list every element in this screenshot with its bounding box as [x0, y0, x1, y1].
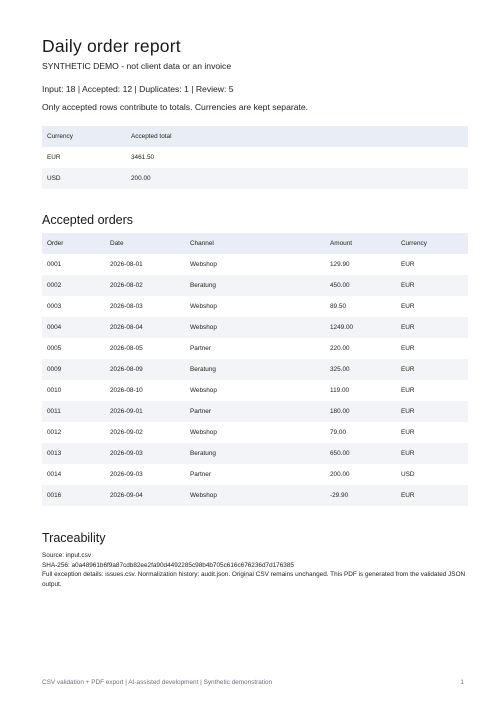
totals-amount-cell: 200.00: [126, 168, 468, 189]
totals-row: [42, 147, 468, 168]
traceability-sha: SHA-256: a0a48961b6f9a87cdb82ee2fa90d4492285c98b4b705c616c676236d7d176385: [42, 561, 294, 569]
order-date-cell: 2026-08-09: [105, 359, 185, 380]
order-date-cell: 2026-09-01: [105, 401, 185, 422]
order-id-cell: 0013: [42, 443, 105, 464]
order-amount-cell: 650.00: [325, 443, 396, 464]
order-row: [42, 380, 468, 401]
order-currency-cell: EUR: [396, 380, 468, 401]
order-id-cell: 0002: [42, 275, 105, 296]
order-date-cell: 2026-09-02: [105, 422, 185, 443]
report-subtitle: SYNTHETIC DEMO - not client data or an invoice: [42, 61, 232, 71]
orders-header-channel: Channel: [185, 233, 325, 254]
totals-currency-cell: EUR: [42, 147, 126, 168]
order-amount-cell: 450.00: [325, 275, 396, 296]
order-channel-cell: Partner: [185, 338, 325, 359]
order-row: [42, 401, 468, 422]
orders-section-title: Accepted orders: [42, 213, 134, 227]
order-date-cell: 2026-08-10: [105, 380, 185, 401]
order-amount-cell: 325.00: [325, 359, 396, 380]
page-title: Daily order report: [42, 36, 181, 56]
page-footer: [42, 679, 464, 686]
order-date-cell: 2026-08-03: [105, 296, 185, 317]
order-date-cell: 2026-09-03: [105, 443, 185, 464]
order-id-cell: 0011: [42, 401, 105, 422]
order-amount-cell: -29.90: [325, 485, 396, 506]
order-channel-cell: Beratung: [185, 359, 325, 380]
order-channel-cell: Webshop: [185, 296, 325, 317]
order-channel-cell: Webshop: [185, 380, 325, 401]
totals-table: [42, 126, 468, 189]
order-id-cell: 0001: [42, 254, 105, 275]
order-id-cell: 0014: [42, 464, 105, 485]
report-note: Only accepted rows contribute to totals. Currencies are kept separate.: [42, 102, 309, 112]
order-id-cell: 0005: [42, 338, 105, 359]
orders-header-row: [42, 233, 468, 254]
order-channel-cell: Beratung: [185, 443, 325, 464]
order-row: [42, 317, 468, 338]
order-channel-cell: Beratung: [185, 275, 325, 296]
order-date-cell: 2026-08-05: [105, 338, 185, 359]
order-amount-cell: 1249.00: [325, 317, 396, 338]
totals-header-row: [42, 126, 468, 147]
order-channel-cell: Webshop: [185, 485, 325, 506]
orders-header-date: Date: [105, 233, 185, 254]
order-currency-cell: EUR: [396, 422, 468, 443]
order-channel-cell: Partner: [185, 401, 325, 422]
order-amount-cell: 180.00: [325, 401, 396, 422]
order-amount-cell: 220.00: [325, 338, 396, 359]
order-date-cell: 2026-08-04: [105, 317, 185, 338]
order-id-cell: 0012: [42, 422, 105, 443]
orders-table: [42, 233, 468, 506]
order-currency-cell: EUR: [396, 401, 468, 422]
order-currency-cell: EUR: [396, 275, 468, 296]
order-date-cell: 2026-08-02: [105, 275, 185, 296]
order-row: [42, 338, 468, 359]
order-row: [42, 485, 468, 506]
order-currency-cell: EUR: [396, 338, 468, 359]
order-row: [42, 464, 468, 485]
orders-header-currency: Currency: [396, 233, 468, 254]
order-currency-cell: EUR: [396, 359, 468, 380]
order-channel-cell: Webshop: [185, 254, 325, 275]
order-channel-cell: Webshop: [185, 422, 325, 443]
order-amount-cell: 129.90: [325, 254, 396, 275]
order-row: [42, 422, 468, 443]
report-counts: Input: 18 | Accepted: 12 | Duplicates: 1 | Review: 5: [42, 84, 234, 94]
order-date-cell: 2026-09-04: [105, 485, 185, 506]
totals-header-total: Accepted total: [126, 126, 468, 147]
order-channel-cell: Webshop: [185, 317, 325, 338]
totals-currency-cell: USD: [42, 168, 126, 189]
footer-text: CSV validation + PDF export | AI-assisted development | Synthetic demonstration: [42, 679, 273, 686]
traceability-source: Source: input.csv: [42, 552, 92, 559]
totals-header-currency: Currency: [42, 126, 126, 147]
order-row: [42, 275, 468, 296]
order-amount-cell: 79.00: [325, 422, 396, 443]
order-id-cell: 0016: [42, 485, 105, 506]
order-amount-cell: 89.50: [325, 296, 396, 317]
order-currency-cell: EUR: [396, 485, 468, 506]
order-amount-cell: 200.00: [325, 464, 396, 485]
order-channel-cell: Partner: [185, 464, 325, 485]
traceability-block: [42, 551, 472, 589]
order-id-cell: 0004: [42, 317, 105, 338]
orders-header-order: Order: [42, 233, 105, 254]
order-date-cell: 2026-09-03: [105, 464, 185, 485]
order-currency-cell: EUR: [396, 254, 468, 275]
order-id-cell: 0003: [42, 296, 105, 317]
order-row: [42, 254, 468, 275]
page-number: 1: [460, 679, 464, 686]
order-amount-cell: 119.00: [325, 380, 396, 401]
order-currency-cell: USD: [396, 464, 468, 485]
order-currency-cell: EUR: [396, 317, 468, 338]
traceability-section-title: Traceability: [42, 531, 106, 545]
order-id-cell: 0009: [42, 359, 105, 380]
totals-row: [42, 168, 468, 189]
order-currency-cell: EUR: [396, 296, 468, 317]
totals-amount-cell: 3461.50: [126, 147, 468, 168]
order-id-cell: 0010: [42, 380, 105, 401]
order-date-cell: 2026-08-01: [105, 254, 185, 275]
order-row: [42, 359, 468, 380]
order-currency-cell: EUR: [396, 443, 468, 464]
traceability-details: Full exception details: issues.csv. Normalization history: audit.json. Original CSV remains unchanged. This PDF is generated from the validated JSON output.: [42, 571, 466, 588]
orders-header-amount: Amount: [325, 233, 396, 254]
order-row: [42, 443, 468, 464]
order-row: [42, 296, 468, 317]
